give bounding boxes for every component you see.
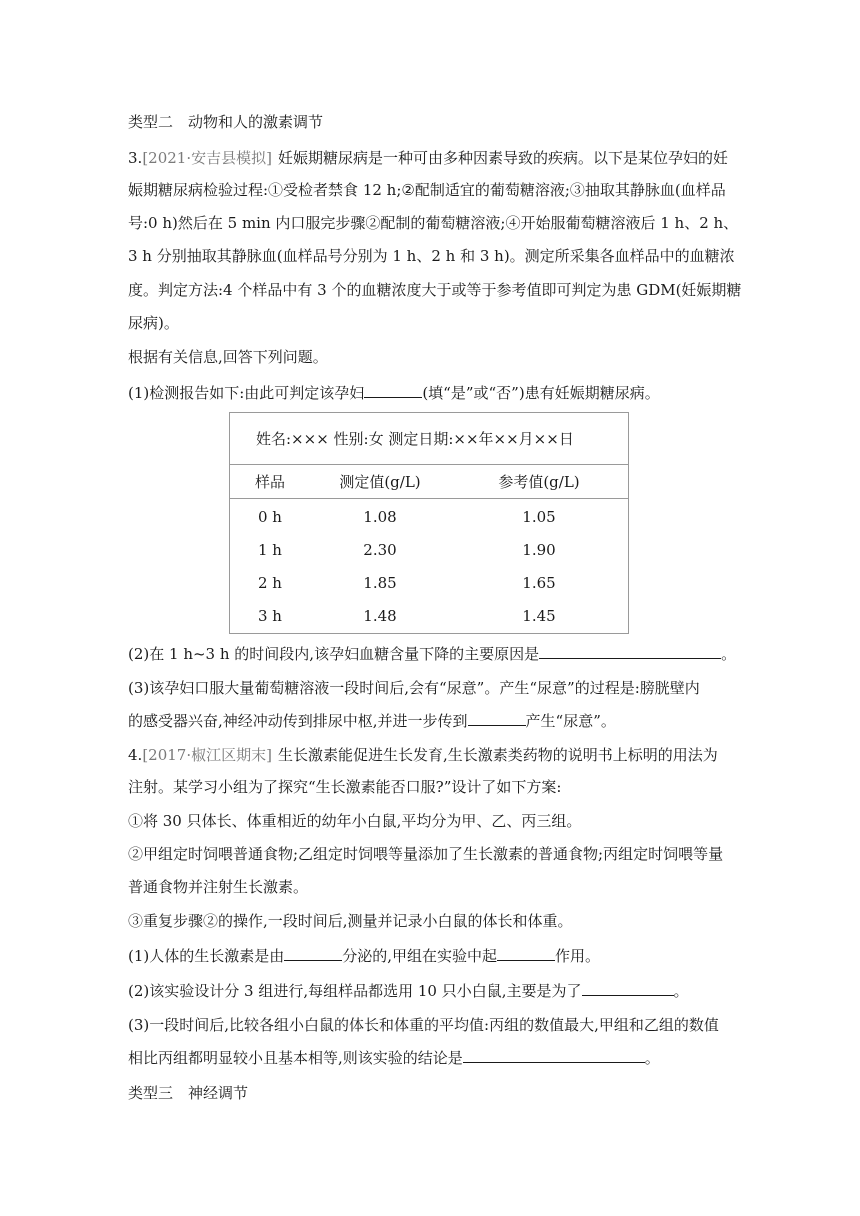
table-cell: 2.30 bbox=[363, 541, 397, 559]
q3-line-3: 号:0 h)然后在 5 min 内口服完步骤②配制的葡萄糖溶液;④开始服葡萄糖溶液后 1 h、2 h、 bbox=[128, 214, 739, 232]
q4-step-3: ③重复步骤②的操作,一段时间后,测量并记录小白鼠的体长和体重。 bbox=[128, 912, 573, 930]
table-cell: 3 h bbox=[258, 607, 282, 625]
table-cell: 1.05 bbox=[522, 508, 556, 526]
q3-sub3-line-1: (3)该孕妇口服大量葡萄糖溶液一段时间后,会有“尿意”。产生“尿意”的过程是:膀胱壁内 bbox=[128, 679, 700, 697]
q4-sub2: (2)该实验设计分 3 组进行,每组样品都选用 10 只小白鼠,主要是为了 。 bbox=[128, 982, 689, 1000]
q4-sub3-line-2: 相比丙组都明显较小且基本相等,则该实验的结论是 。 bbox=[128, 1049, 660, 1067]
table-row bbox=[230, 600, 628, 633]
q4-line-1: 4.[2017·椒江区期末] 生长激素能促进生长发育,生长激素类药物的说明书上标明的用法为 bbox=[128, 746, 718, 764]
answer-blank[interactable] bbox=[539, 643, 721, 659]
table-cell: 1.48 bbox=[363, 607, 397, 625]
q3-line-4: 3 h 分别抽取其静脉血(血样品号分别为 1 h、2 h 和 3 h)。测定所采集各血样品中的血糖浓 bbox=[128, 247, 735, 265]
q3-sub2: (2)在 1 h~3 h 的时间段内,该孕妇血糖含量下降的主要原因是 。 bbox=[128, 645, 737, 663]
q4-source-tag: [2017·椒江区期末] bbox=[142, 746, 272, 764]
table-row bbox=[230, 567, 628, 600]
q4-sub1: (1)人体的生长激素是由 分泌的,甲组在实验中起 作用。 bbox=[128, 947, 601, 965]
q4-sub3-line-1: (3)一段时间后,比较各组小白鼠的体长和体重的平均值:丙组的数值最大,甲组和乙组的数值 bbox=[128, 1016, 719, 1034]
q3-number: 3. bbox=[128, 149, 143, 167]
column-header: 样品 bbox=[254, 473, 285, 491]
answer-blank[interactable] bbox=[582, 980, 674, 996]
table-row bbox=[230, 534, 628, 567]
q3-sub3-line-2: 的感受器兴奋,神经冲动传到排尿中枢,并进一步传到 产生“尿意”。 bbox=[128, 712, 616, 730]
q3-source-tag: [2021·安吉县模拟] bbox=[142, 149, 272, 167]
table-cell: 1.08 bbox=[363, 508, 397, 526]
table-cell: 1.65 bbox=[522, 574, 556, 592]
q4-step-1: ①将 30 只体长、体重相近的幼年小白鼠,平均分为甲、乙、丙三组。 bbox=[128, 812, 582, 830]
q3-sub1: (1)检测报告如下:由此可判定该孕妇 (填“是”或“否”)患有妊娠期糖尿病。 bbox=[128, 384, 660, 402]
q3-line-1: 3.[2021·安吉县模拟] 妊娠期糖尿病是一种可由多种因素导致的疾病。以下是某位孕妇的妊 bbox=[128, 149, 728, 167]
answer-blank[interactable] bbox=[468, 710, 526, 726]
answer-blank[interactable] bbox=[497, 945, 555, 961]
report-header: 姓名:××× 性别:女 测定日期:××年××月××日 bbox=[230, 413, 628, 465]
answer-blank[interactable] bbox=[463, 1047, 645, 1063]
section-heading-type3: 类型三 神经调节 bbox=[128, 1084, 249, 1102]
answer-blank[interactable] bbox=[364, 382, 422, 398]
column-header: 参考值(g/L) bbox=[498, 473, 580, 491]
table-row bbox=[230, 501, 628, 534]
table-cell: 0 h bbox=[258, 508, 282, 526]
table-cell: 1.90 bbox=[522, 541, 556, 559]
column-header: 测定值(g/L) bbox=[339, 473, 421, 491]
test-report-table bbox=[229, 412, 629, 634]
section-heading-type2: 类型二 动物和人的激素调节 bbox=[128, 113, 324, 131]
table-cell: 1 h bbox=[258, 541, 282, 559]
table-header-row bbox=[230, 466, 628, 499]
q4-number: 4. bbox=[128, 746, 143, 764]
q4-step-2-line-1: ②甲组定时饲喂普通食物;乙组定时饲喂等量添加了生长激素的普通食物;丙组定时饲喂等量 bbox=[128, 845, 724, 863]
q3-line-2: 娠期糖尿病检验过程:①受检者禁食 12 h;②配制适宜的葡萄糖溶液;③抽取其静脉血(血样品 bbox=[128, 181, 726, 199]
q3-line-5: 度。判定方法:4 个样品中有 3 个的血糖浓度大于或等于参考值即可判定为患 GDM(妊娠期糖 bbox=[128, 281, 742, 299]
table-cell: 2 h bbox=[258, 574, 282, 592]
answer-blank[interactable] bbox=[284, 945, 342, 961]
q4-line-2: 注射。某学习小组为了探究“生长激素能否口服?”设计了如下方案: bbox=[128, 778, 562, 796]
q3-line-6: 尿病)。 bbox=[128, 314, 179, 332]
q4-step-2-line-2: 普通食物并注射生长激素。 bbox=[128, 878, 309, 896]
q3-intro: 根据有关信息,回答下列问题。 bbox=[128, 348, 328, 366]
table-cell: 1.85 bbox=[363, 574, 397, 592]
table-cell: 1.45 bbox=[522, 607, 556, 625]
